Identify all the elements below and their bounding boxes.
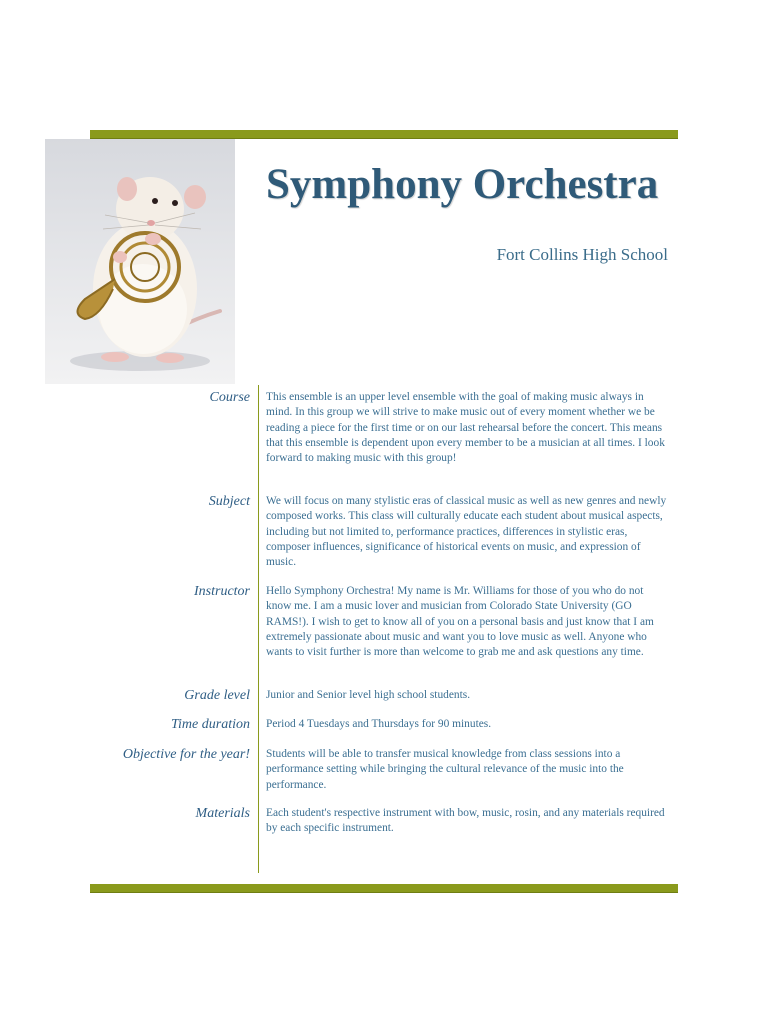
section-label: Objective for the year!	[122, 747, 250, 762]
section-label: Materials	[195, 806, 250, 821]
section-label: Instructor	[194, 584, 250, 599]
section-label: Subject	[208, 494, 250, 509]
section-text: Junior and Senior level high school students.	[266, 689, 471, 701]
section-text: Students will be able to transfer musical knowledge from class sessions into a performance setting while bringing the cultural relevance of the music into the performance.	[266, 748, 624, 791]
bottom-divider-bar	[90, 884, 678, 893]
section-text: We will focus on many stylistic eras of classical music as well as new genres and newly composed works. This class will culturally educate each student about musical aspects, including but not limited to, performance practices, differences in stylistic eras, composer influences, significance of historical events on music, and expression of music.	[266, 495, 667, 569]
section-divider-line	[258, 385, 259, 873]
section-label: Time duration	[171, 717, 250, 732]
section-text: Hello Symphony Orchestra! My name is Mr. Williams for those of you who do not know me. I am a music lover and musician from Colorado State University (GO RAMS!). I wish to get to know all of you on a personal basis and just know that I am extremely passionate about music and want you to love music as well. Anyone who wants to visit further is more than welcome to grab me and ask questions any time.	[266, 585, 654, 659]
rat-horn-illustration	[45, 139, 235, 384]
section-label: Grade level	[184, 688, 250, 703]
school-name: Fort Collins High School	[496, 245, 668, 264]
section-text: Each student's respective instrument with bow, music, rosin, and any materials required by each specific instrument.	[266, 807, 665, 835]
rat-with-french-horn-photo	[45, 139, 235, 384]
section-text: This ensemble is an upper level ensemble with the goal of making music always in mind. In this group we will strive to make music out of every moment whether we be reading a piece for the first time or on our last rehearsal before the concert. This means that this ensemble is dependent upon every member to be a musician at all times. I look forward to making music with this group!	[266, 391, 665, 465]
section-label: Course	[209, 390, 250, 405]
section-text: Period 4 Tuesdays and Thursdays for 90 minutes.	[266, 718, 492, 730]
page-title: Symphony Orchestra	[266, 161, 659, 208]
top-divider-bar	[90, 130, 678, 139]
